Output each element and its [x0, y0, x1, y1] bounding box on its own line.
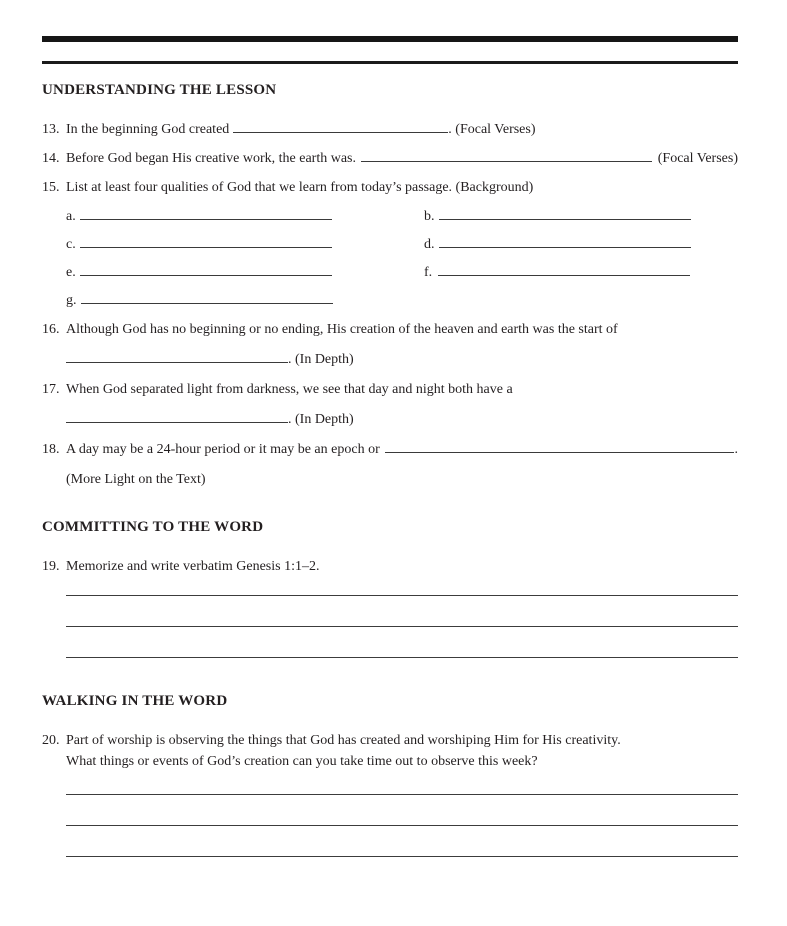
question-16-answer-blank: [66, 360, 288, 363]
question-16-text: Although God has no beginning or no ending, His creation of the heaven and earth was the start of: [66, 322, 618, 337]
question-19-number: 19.: [42, 559, 60, 574]
question-17-text: When God separated light from darkness, we see that day and night both have a: [66, 382, 513, 397]
question-19-text: Memorize and write verbatim Genesis 1:1–2.: [66, 559, 320, 574]
question-13-text: In the beginning God created: [66, 122, 230, 137]
question-20-text-line1: Part of worship is observing the things that God has created and worshiping Him for His creativity.: [66, 733, 621, 748]
question-17: [42, 379, 738, 400]
question-17-answer-row: [66, 409, 738, 430]
question-13-answer-blank: [233, 130, 448, 133]
question-14-answer-blank: [361, 159, 652, 162]
subitem-a-label: a.: [66, 209, 76, 224]
subitem-d-answer-blank: [439, 245, 691, 248]
question-18-source: [66, 469, 738, 490]
question-17-answer-blank: [66, 420, 288, 423]
section-heading-understanding: UNDERSTANDING THE LESSON: [42, 82, 277, 98]
answer-line: [66, 596, 738, 627]
question-20-body: [66, 730, 738, 772]
top-thick-rule: [42, 36, 738, 42]
subitem-e: [66, 262, 424, 283]
question-14-body: [66, 148, 738, 169]
subitem-d: [424, 234, 782, 255]
subitem-g-answer-blank: [81, 301, 333, 304]
subitem-c-label: c.: [66, 237, 76, 252]
subitem-a: [66, 206, 424, 227]
subitem-b-label: b.: [424, 209, 435, 224]
answer-line: [66, 826, 738, 857]
question-14-text: Before God began His creative work, the earth was.: [66, 151, 357, 166]
subitem-g: [66, 290, 424, 311]
question-18-number: 18.: [42, 442, 60, 457]
subitem-c-answer-blank: [80, 245, 332, 248]
section-heading-committing: COMMITTING TO THE WORD: [42, 519, 264, 535]
question-14-suffix: (Focal Verses): [657, 151, 738, 166]
top-thin-rule: [42, 61, 738, 64]
question-18-text: A day may be a 24-hour period or it may be an epoch or: [66, 442, 380, 457]
question-14-number: 14.: [42, 151, 60, 166]
answer-line: [66, 627, 738, 658]
question-20-answer-lines: [66, 772, 738, 857]
question-19: [42, 556, 738, 577]
subitem-a-answer-blank: [80, 217, 332, 220]
subitem-b-answer-blank: [439, 217, 691, 220]
question-16-suffix: . (In Depth): [288, 352, 354, 367]
question-17-suffix: . (In Depth): [288, 412, 354, 427]
answer-line: [66, 795, 738, 826]
question-18-answer-blank: [385, 450, 734, 453]
question-13-body: [66, 119, 738, 140]
subitem-d-label: d.: [424, 237, 435, 252]
question-20: [42, 730, 738, 772]
question-16: [42, 319, 738, 340]
question-13-suffix: . (Focal Verses): [448, 122, 536, 137]
question-17-number: 17.: [42, 382, 60, 397]
subitem-b: [424, 206, 782, 227]
answer-line: [66, 577, 738, 596]
question-13-number: 13.: [42, 122, 60, 137]
question-16-answer-row: [66, 349, 738, 370]
subitem-f-answer-blank: [438, 273, 690, 276]
question-15: [42, 177, 738, 198]
question-16-number: 16.: [42, 322, 60, 337]
subitem-f: [424, 262, 782, 283]
question-20-number: 20.: [42, 733, 60, 748]
question-15-text: List at least four qualities of God that we learn from today’s passage. (Background): [66, 180, 534, 195]
subitem-e-label: e.: [66, 265, 76, 280]
question-14: [42, 148, 738, 169]
question-20-text-line2: What things or events of God’s creation can you take time out to observe this week?: [66, 754, 538, 769]
question-15-number: 15.: [42, 180, 60, 195]
question-18-body: [66, 439, 738, 460]
subitem-c: [66, 234, 424, 255]
question-18-source-text: (More Light on the Text): [66, 472, 206, 487]
subitem-f-label: f.: [424, 265, 433, 280]
subitem-e-answer-blank: [80, 273, 332, 276]
question-18: [42, 439, 738, 460]
question-15-sublist: [66, 199, 738, 311]
question-18-suffix: .: [734, 442, 738, 457]
subitem-g-label: g.: [66, 293, 77, 308]
question-13: [42, 119, 738, 140]
question-19-answer-lines: [66, 577, 738, 658]
answer-line: [66, 772, 738, 795]
section-heading-walking: WALKING IN THE WORD: [42, 693, 228, 709]
